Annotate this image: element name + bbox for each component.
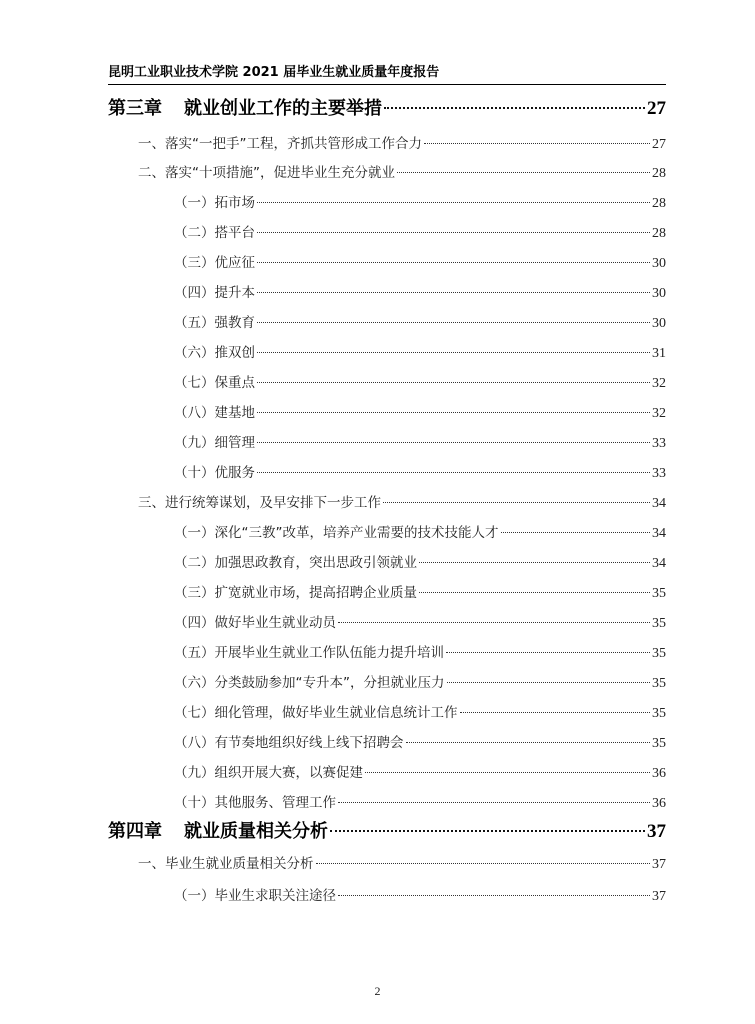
dot-leader: [257, 202, 650, 203]
dot-leader: [384, 107, 645, 109]
toc-entry-title: （六）推双创: [174, 345, 255, 361]
toc-entry-title: （九）组织开展大赛，以赛促建: [174, 765, 363, 781]
toc-entry-title: （一）深化“三教”改革，培养产业需要的技术技能人才: [174, 525, 499, 541]
toc-page-number: 35: [652, 706, 666, 721]
toc-entry-title: 二、落实“十项措施”，促进毕业生充分就业: [138, 165, 395, 181]
toc-entry-sub[interactable]: [174, 283, 666, 304]
running-header: 昆明工业职业技术学院 2021 届毕业生就业质量年度报告: [108, 65, 440, 80]
toc-entry-title: 就业创业工作的主要举措: [184, 98, 382, 119]
toc-entry-sub[interactable]: [174, 553, 666, 574]
toc-entry-sub[interactable]: [174, 193, 666, 214]
dot-leader: [365, 772, 650, 773]
toc-entry-title: （三）扩宽就业市场，提高招聘企业质量: [174, 585, 417, 601]
toc-page-number: 36: [652, 766, 666, 781]
toc-entry-title: （一）拓市场: [174, 195, 255, 211]
toc-entry-title: （五）开展毕业生就业工作队伍能力提升培训: [174, 645, 444, 661]
toc-entry-section[interactable]: [138, 854, 666, 875]
toc-page-number: 27: [647, 98, 666, 119]
toc-page-number: 37: [652, 857, 666, 872]
toc-entry-title: 三、进行统筹谋划，及早安排下一步工作: [138, 495, 381, 511]
chapter-number: 第四章: [108, 821, 162, 842]
header-rule: [108, 84, 666, 85]
dot-leader: [406, 742, 651, 743]
toc-entry-title: （四）做好毕业生就业动员: [174, 615, 336, 631]
dot-leader: [316, 863, 651, 864]
dot-leader: [257, 262, 650, 263]
toc-page-number: 37: [647, 821, 666, 842]
dot-leader: [257, 292, 650, 293]
toc-page-number: 34: [652, 526, 666, 541]
toc-entry-title: 一、毕业生就业质量相关分析: [138, 856, 314, 872]
toc-page-number: 35: [652, 736, 666, 751]
toc-page-number: 33: [652, 436, 666, 451]
toc-page-number: 35: [652, 646, 666, 661]
toc-entry-sub[interactable]: [174, 433, 666, 454]
toc-entry-sub[interactable]: [174, 703, 666, 724]
dot-leader: [447, 682, 651, 683]
toc-page-number: 32: [652, 376, 666, 391]
toc-entry-sub[interactable]: [174, 523, 666, 544]
page-number: 2: [374, 984, 381, 998]
toc-entry-sub[interactable]: [174, 313, 666, 334]
toc-entry-title: （一）毕业生求职关注途径: [174, 888, 336, 904]
toc-entry-title: （八）有节奏地组织好线上线下招聘会: [174, 735, 404, 751]
toc-page-number: 30: [652, 316, 666, 331]
dot-leader: [257, 382, 650, 383]
toc-entry-title: （七）保重点: [174, 375, 255, 391]
toc-entry-title: （九）细管理: [174, 435, 255, 451]
toc-entry-sub[interactable]: [174, 583, 666, 604]
toc-entry-sub[interactable]: [174, 463, 666, 484]
toc-page-number: 31: [652, 346, 666, 361]
toc-entry-sub[interactable]: [174, 673, 666, 694]
toc-page-number: 30: [652, 256, 666, 271]
toc-entry-section[interactable]: [138, 163, 666, 184]
dot-leader: [397, 172, 650, 173]
toc-entry-title: （六）分类鼓励参加“专升本”，分担就业压力: [174, 675, 445, 691]
toc-page-number: 27: [652, 137, 666, 152]
toc-page-number: 34: [652, 496, 666, 511]
toc-page-number: 28: [652, 226, 666, 241]
toc-entry-title: 一、落实“一把手”工程，齐抓共管形成工作合力: [138, 136, 422, 152]
toc-entry-section[interactable]: [138, 134, 666, 155]
dot-leader: [257, 232, 650, 233]
toc-entry-title: （七）细化管理，做好毕业生就业信息统计工作: [174, 705, 458, 721]
toc-page-number: 35: [652, 616, 666, 631]
toc-entry-sub[interactable]: [174, 643, 666, 664]
dot-leader: [330, 830, 645, 832]
dot-leader: [338, 802, 650, 803]
toc-page-number: 37: [652, 889, 666, 904]
toc-entry-chapter[interactable]: [108, 96, 666, 122]
toc-entry-title: （四）提升本: [174, 285, 255, 301]
toc-page-number: 28: [652, 196, 666, 211]
toc-entry-title: （十）其他服务、管理工作: [174, 795, 336, 811]
toc-entry-sub[interactable]: [174, 763, 666, 784]
toc-page-number: 34: [652, 556, 666, 571]
dot-leader: [424, 143, 650, 144]
toc-page-number: 32: [652, 406, 666, 421]
toc-entry-title: （二）加强思政教育，突出思政引领就业: [174, 555, 417, 571]
toc-entry-title: （八）建基地: [174, 405, 255, 421]
toc-page-number: 30: [652, 286, 666, 301]
toc-entry-sub[interactable]: [174, 793, 666, 814]
dot-leader: [446, 652, 650, 653]
toc-page-number: 35: [652, 676, 666, 691]
toc-entry-section[interactable]: [138, 493, 666, 514]
dot-leader: [419, 592, 650, 593]
dot-leader: [460, 712, 651, 713]
toc-page-number: 33: [652, 466, 666, 481]
toc-entry-sub[interactable]: [174, 886, 666, 907]
dot-leader: [257, 472, 650, 473]
dot-leader: [257, 412, 650, 413]
dot-leader: [257, 352, 650, 353]
dot-leader: [338, 622, 650, 623]
toc-entry-sub[interactable]: [174, 343, 666, 364]
toc-page-number: 36: [652, 796, 666, 811]
toc-entry-sub[interactable]: [174, 403, 666, 424]
dot-leader: [257, 442, 650, 443]
toc-entry-title: （三）优应征: [174, 255, 255, 271]
toc-entry-sub[interactable]: [174, 373, 666, 394]
toc-entry-sub[interactable]: [174, 733, 666, 754]
dot-leader: [257, 322, 650, 323]
toc-entry-title: 就业质量相关分析: [184, 821, 328, 842]
toc-entry-sub[interactable]: [174, 253, 666, 274]
toc-entry-title: （五）强教育: [174, 315, 255, 331]
toc-page-number: 28: [652, 166, 666, 181]
dot-leader: [501, 532, 651, 533]
toc-entry-title: （十）优服务: [174, 465, 255, 481]
dot-leader: [383, 502, 650, 503]
dot-leader: [338, 895, 650, 896]
toc-entry-title: （二）搭平台: [174, 225, 255, 241]
toc-page-number: 35: [652, 586, 666, 601]
chapter-number: 第三章: [108, 98, 162, 119]
dot-leader: [419, 562, 650, 563]
toc-entry-chapter[interactable]: [108, 819, 666, 845]
toc-entry-sub[interactable]: [174, 613, 666, 634]
toc-entry-sub[interactable]: [174, 223, 666, 244]
